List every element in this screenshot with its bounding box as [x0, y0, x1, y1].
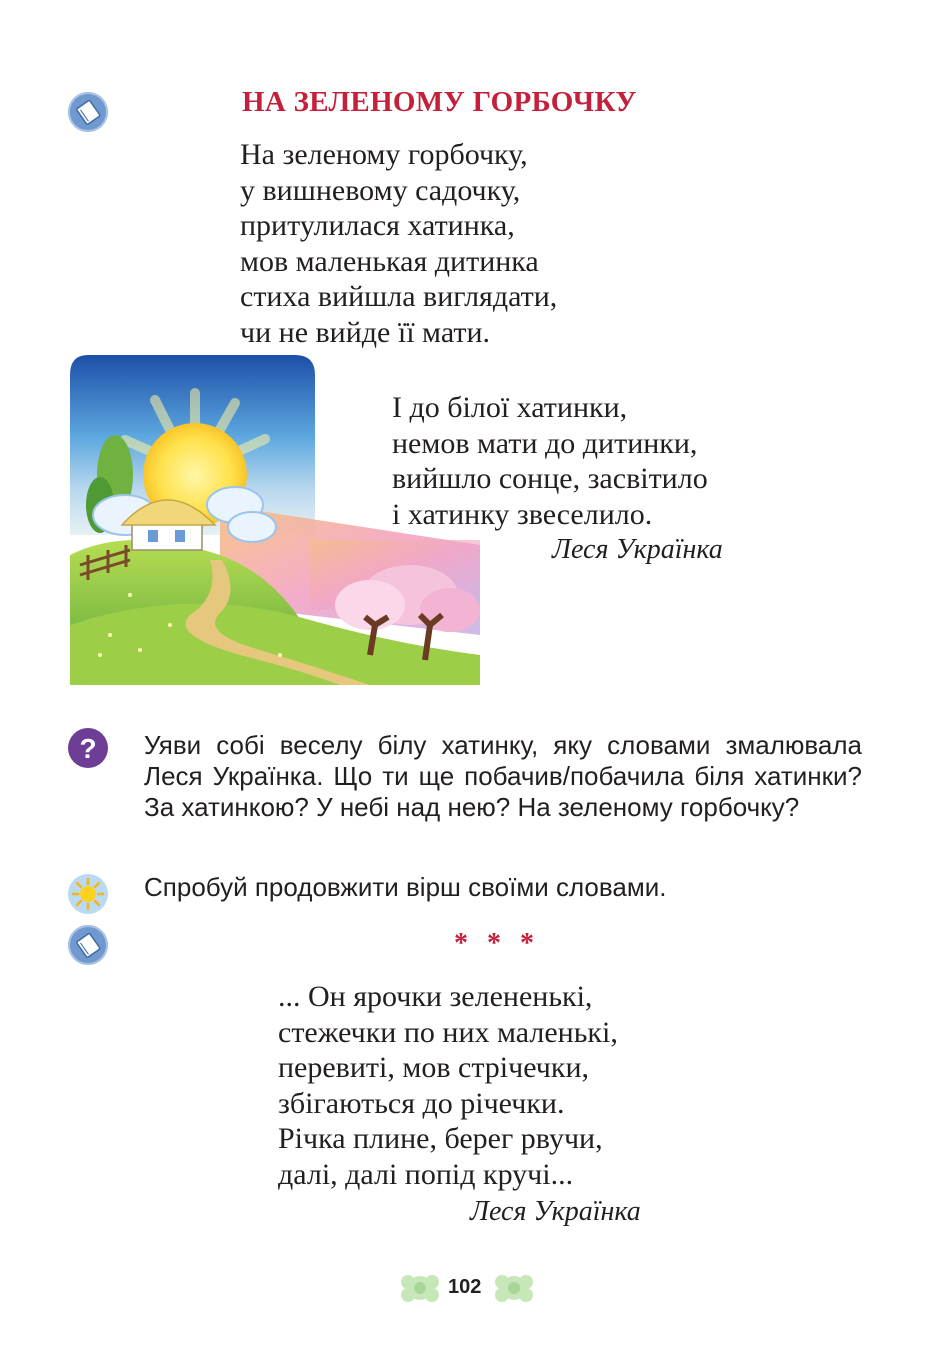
flower-ornament-right — [492, 1270, 536, 1311]
poem-line: у вишневому садочку, — [240, 173, 521, 207]
question-icon — [68, 728, 108, 768]
flower-ornament-left — [398, 1270, 442, 1311]
poem-line: немов мати до дитинки, — [392, 426, 698, 460]
book-icon — [68, 92, 108, 132]
poem-line: На зеленому горбочку, — [240, 138, 528, 171]
svg-text:?: ? — [79, 733, 97, 764]
book-icon — [68, 925, 108, 965]
poem-line: і хатинку звеселило. — [392, 497, 653, 531]
poem-line: перевиті, мов стрічечки, — [278, 1051, 590, 1084]
poem-line: стиха вийшла виглядати, — [240, 280, 558, 313]
section-separator: * * * — [454, 928, 540, 959]
poem-line: І до білої хатинки, — [392, 391, 628, 424]
poem2-stanza — [278, 979, 618, 1192]
page-number: 102 — [448, 1276, 482, 1298]
question-task-text: Уяви собі веселу білу хатинку, яку словами змалювала Леся Українка. Що ти ще побачив/побачила біля хатинки? За хатинкою? У небі над нею? На зеленому горбочку? — [144, 730, 862, 822]
poem-line: стежечки по них маленькі, — [278, 1015, 618, 1049]
poem-line: далі, далі попід кручі... — [278, 1157, 574, 1191]
poem2-author: Леся Українка — [470, 1196, 641, 1227]
sun-icon — [68, 874, 108, 914]
poem-line: ... Он ярочки зелененькі, — [278, 980, 593, 1013]
poem-line: збігаються до річечки. — [278, 1086, 565, 1120]
poem-line: вийшло сонце, засвітило — [392, 462, 708, 495]
poem-line: чи не вийде її мати. — [240, 315, 491, 349]
poem1-stanza1 — [240, 137, 557, 350]
poem-line: Річка плине, берег рвучи, — [278, 1122, 603, 1155]
poem-title: НА ЗЕЛЕНОМУ ГОРБОЧКУ — [242, 86, 637, 118]
poem1-stanza2 — [392, 390, 708, 532]
poem-line: мов маленькая дитинка — [240, 244, 539, 278]
creative-task-text: Спробуй продовжити вірш своїми словами. — [144, 872, 667, 902]
poem-line: притулилася хатинка, — [240, 209, 515, 242]
poem1-author: Леся Українка — [552, 534, 723, 565]
